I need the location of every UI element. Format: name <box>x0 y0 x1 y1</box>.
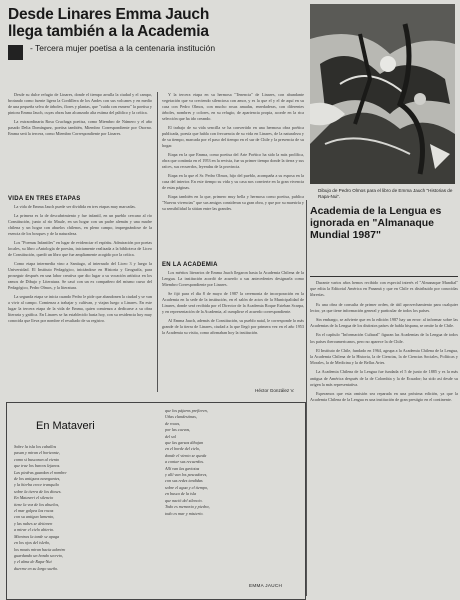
article-paragraph: La primera es la de descubrimiento y fue infantil, en un pueblo cercano al río Constitución, junto al río Maule, en un hogar con un padre alemán y una madre chilena y un hogar con abuelos chilenos, en pleno campo, impregnándose de la esencia de los bosques y de la naturaleza. <box>8 213 152 236</box>
poem-line: como si buscaran al viento <box>14 456 60 462</box>
article-paragraph: Al Emma Jauch, además de Constitución, su pueblo natal, le corresponde lo más grande de la tierra de Linares, ciudad a la que llegó por primera vez en el año 1953 la Academia su visita, como afirmaban hoy la institución. <box>162 318 304 335</box>
subhead-square-icon <box>8 45 23 60</box>
poem-line: los moais miran hacia adentro <box>14 546 66 552</box>
poem-line: a contar sus recuerdos. <box>165 459 205 465</box>
poet-name: EMMA JAUCH <box>249 583 283 588</box>
poem-line: en los ojos del isleño, <box>14 540 51 546</box>
side-article-paragraph: La Academia Chilena de la Lengua fue fundada el 5 de junio de 1885 y es la más antigua de América después de la de Colombia y la de Ecuador; ha sido así desde su origen la más representativa. <box>310 369 458 387</box>
poem-title: En Mataveri <box>36 420 95 432</box>
poem-line: y el alma de Rapa-Nui <box>14 559 52 565</box>
poem-line: que trae los barcos lejanos. <box>14 463 61 469</box>
woodcut-illustration <box>310 4 455 184</box>
poem-line: donde el viento se queda <box>165 452 207 458</box>
poem-line: En Mataveri el silencio <box>14 495 54 501</box>
poem-line: en el borde del cielo, <box>165 446 201 452</box>
poem-line: Todo es memoria y piedra, <box>165 504 210 510</box>
woodcut-drawing-icon <box>310 4 455 184</box>
side-article-headline: Academia de la Lengua es ignorada en "Almanaque Mundial 1987" <box>310 205 442 241</box>
article-paragraph: Y la tercera etapa en su hermosa "Tenencia" de Linares, con abundante vegetación que va creciendo silenciosa con amor, y es la que el y el de aquí en su casa con Pedro Olmos, con mucho rosas amadas, enredaderas, con diferentes árboles, nombres y colores, en su refugio, de apariencia propia, acorde en la rica selección que ha ido creando. <box>162 92 304 121</box>
poem-line: por las cuevas, <box>165 427 191 433</box>
poem-line: en busca de la isla <box>165 491 197 497</box>
side-article-body <box>310 280 458 596</box>
subheadline <box>8 43 303 69</box>
poem-line: que las garzas dibujan <box>165 440 204 446</box>
section-heading-vida: VIDA EN TRES ETAPAS <box>8 196 81 202</box>
article-paragraph: Desde su dulce refugio de Linares, donde el tiempo arrulla la ciudad y el campo, brotando como fuente ligera la Cordillera de los Andes con sus volcanes y en medio de una pequeña selva de árboles, flores y plantas, que "cuida con esmero" la poetisa y pintora Emma Jauch, cuyas obras han alcanzado alta estima del público y la crítica. <box>8 92 152 115</box>
article-signature: Héctor González V. <box>255 388 295 393</box>
article-paragraph: Etapa también en la que, primero muy bella y hermosa como poetisa, publica "Nuevas vivencias" que sus amigos consideran su gran obra, y que por su maestría y su sensibilidad la sitúan entre las grandes. <box>162 194 304 211</box>
side-article-paragraph: Sin embargo, se advierte que en la edición 1987 hay un error: al informar sobre las Academias de la Lengua de los distintos países de habla hispana, se omite la de Chile. <box>310 317 458 329</box>
poem-line: de los antiguos navegantes, <box>14 476 61 482</box>
side-article-paragraph: Durante varios años hemos recibido con especial interés el "Almanaque Mundial" que edita la Editorial América en Panamá y que en Chile es distribuido por conocidas librerías. <box>310 280 458 298</box>
article-paragraph: Etapa en la que el Sr. Pedro Olmos, hijo del pueblo, acompaña a su esposa en la casa del interior. En este tiempo su vida y su casa nos convierte en la gran vivencia de estas páginas. <box>162 173 304 190</box>
poem-line: todo es mar y misterio. <box>165 510 204 516</box>
article-paragraph: Etapa en la que Emma, como poetisa del Arte Poético ha sido la más prolífica, obra que continúa en el 1953 en la revista, fue su primer tiempo donde la tierra y sus raíces, sus recuerdos, leyendas de la provincia. <box>162 152 304 169</box>
side-column-divider <box>306 200 307 596</box>
poem-line: sobre la tierra de los dioses. <box>14 488 62 494</box>
article-paragraph: La segunda etapa se inicia cuando Pedro le pide que abandonen la ciudad y se van a vivir al campo. Comienza a trabajar y cultivan, y viajan luego a Linares. En este lugar la tercera etapa de la vida de Emma, quien comienza a dedicarse a su obra literaria y gráfica. En Linares se ha establecido hasta hoy, con su residencia hoy muy conocida que lleva por nombre el resultado de su registro. <box>8 294 152 323</box>
poem-line: tiene la voz de los abuelos, <box>14 501 60 507</box>
poem-line: que los pájaros prefieren, <box>165 408 208 413</box>
article-paragraph: El trabajo de su vida sencilla se ha convertido en una hermosa obra poética publicada, poesía que habla con frecuencia de su vida en Linares, de la naturaleza y de su tiempo, marcada por el paso del tiempo en el sur de Chile y la presencia de su hogar. <box>162 125 304 148</box>
subhead-text: - Tercera mujer poetisa a la centenaria institución <box>30 43 216 53</box>
poem-line: y las nubes se detienen <box>14 520 53 526</box>
poem-line: el mar golpea las rocas <box>14 508 54 514</box>
article-paragraph: La vida de Emma Jauch puede ser dividida en tres etapas muy marcadas. <box>14 204 136 209</box>
poem-column-1 <box>14 444 154 579</box>
poem-line: guardando un hondo secreto, <box>14 552 64 558</box>
poem-line: y la hierba crece tranquila <box>14 482 59 488</box>
poem-line: Las piedras guardan el nombre <box>14 469 67 475</box>
article-paragraph: Los "Poemas Infantiles" en lugar de evidenciar el espíritu. Admiración por poetas locales, su libro «Antología de poesías, iniciamente realizada a la biblioteca de Liceo de Constitución, quedó un libro que fue ampliamente acogido por la crítica. <box>8 240 152 257</box>
poem-line: Allí van las gaviotas <box>165 465 200 471</box>
poem-line: pasan y miran el horizonte, <box>14 450 60 456</box>
photo-caption: Dibujo de Pedro Olmos para el libro de Emma Jauch "Historias de Rapa-Nui". <box>318 188 453 199</box>
article-column-2-academia <box>162 270 304 388</box>
poem-line: con sus redes tendidas <box>165 478 203 484</box>
section-heading-academia: EN LA ACADEMIA <box>162 262 218 268</box>
headline-line-1: Desde Linares Emma Jauch <box>8 6 210 23</box>
side-article-paragraph: Es una obra de consulta de primer orden, de útil aprovechamiento para cualquier lector, ya que tiene información general y particular de todos los países. <box>310 301 458 313</box>
side-article-paragraph: El Instituto de Chile, fundado en 1964, agrupa a la Academia Chilena de la Lengua, la Academia Chilena de la Historia, la de Ciencias, la de Ciencias Sociales, Políticas y Morales, la de Medicina y la de Bellas Artes. <box>310 347 458 366</box>
article-paragraph: La extraordinaria Rosa Cruchaga poetisa, como Miembro de Número y el año pasado Delia Domínguez, poetisa también, Miembro Correspondiente por Osorno. Emma será la tercera, como Miembro Correspondiente por Linares. <box>8 119 152 136</box>
poem-line: y allí van los pescadores, <box>165 472 208 478</box>
poem-line: a mirar el cielo abierto. <box>14 527 55 533</box>
article-paragraph: Se fijó para el día 8 de mayo de 1987 la ceremonia de incorporación en la Academia en la sede de la institución, en el salón de actos de la Municipalidad de Linares, donde será recibida por el Director de la Academia Roque Esteban Scarpa, y en representación de la Academia, al cumplirse el acuerdo correspondiente. <box>162 291 304 314</box>
article-column-1-intro <box>8 92 152 154</box>
poem-line: duerme en su largo sueño. <box>14 565 59 571</box>
poem-line: sobre el agua y el tiempo, <box>165 484 209 490</box>
headline <box>8 6 303 40</box>
poem-line: Uñas clandestinas, <box>165 414 197 420</box>
poem-line: que nació del silencio. <box>165 497 203 503</box>
headline-line-2: llega también a la Academia <box>8 23 209 40</box>
side-article-paragraph: En el capítulo "Información Cultural" figuran las Academias de la Lengua de todos los países iberoamericanos, pero no aparece la de Chile. <box>310 332 458 344</box>
side-article-paragraph: Esperamos que esta omisión sea reparada en una próxima edición, ya que la Academia Chilena de la Lengua es una institución de gran prestigio en el continente. <box>310 391 458 403</box>
poem-line: de rocas, <box>165 420 181 426</box>
poem-line: Sobre la isla los caballos <box>14 444 57 449</box>
article-paragraph: Los méritos literarios de Emma Jauch llegaron hasta la Academia Chilena de la Lengua. La institución acordó de acuerdo a sus antecedentes designarla como Miembro Correspondiente por Linares. <box>162 270 304 287</box>
poem-line: Mientras la tarde se apaga <box>14 533 60 539</box>
side-divider <box>310 276 458 277</box>
poem-column-2 <box>165 408 295 580</box>
article-column-2 <box>162 92 304 258</box>
column-divider <box>157 92 158 392</box>
poem-line: del sol <box>165 433 177 439</box>
article-paragraph: Como etapa intermedia vino a Santiago, al internado del Liceo 3 y luego la Universidad. El Instituto Pedagógico, iniciándose en Historia y Geografía, para proseguir después en una labor creativa que dio lugar a su vocación artística en los ramos de Dibujo y Literatura. Se casó con un ex compañero del mismo curso del Pedagógico, Pedro Olmos, y la literatura. <box>8 261 152 290</box>
poem-line: con su antiguo lamento, <box>14 514 55 520</box>
article-column-1-vida <box>8 204 152 394</box>
